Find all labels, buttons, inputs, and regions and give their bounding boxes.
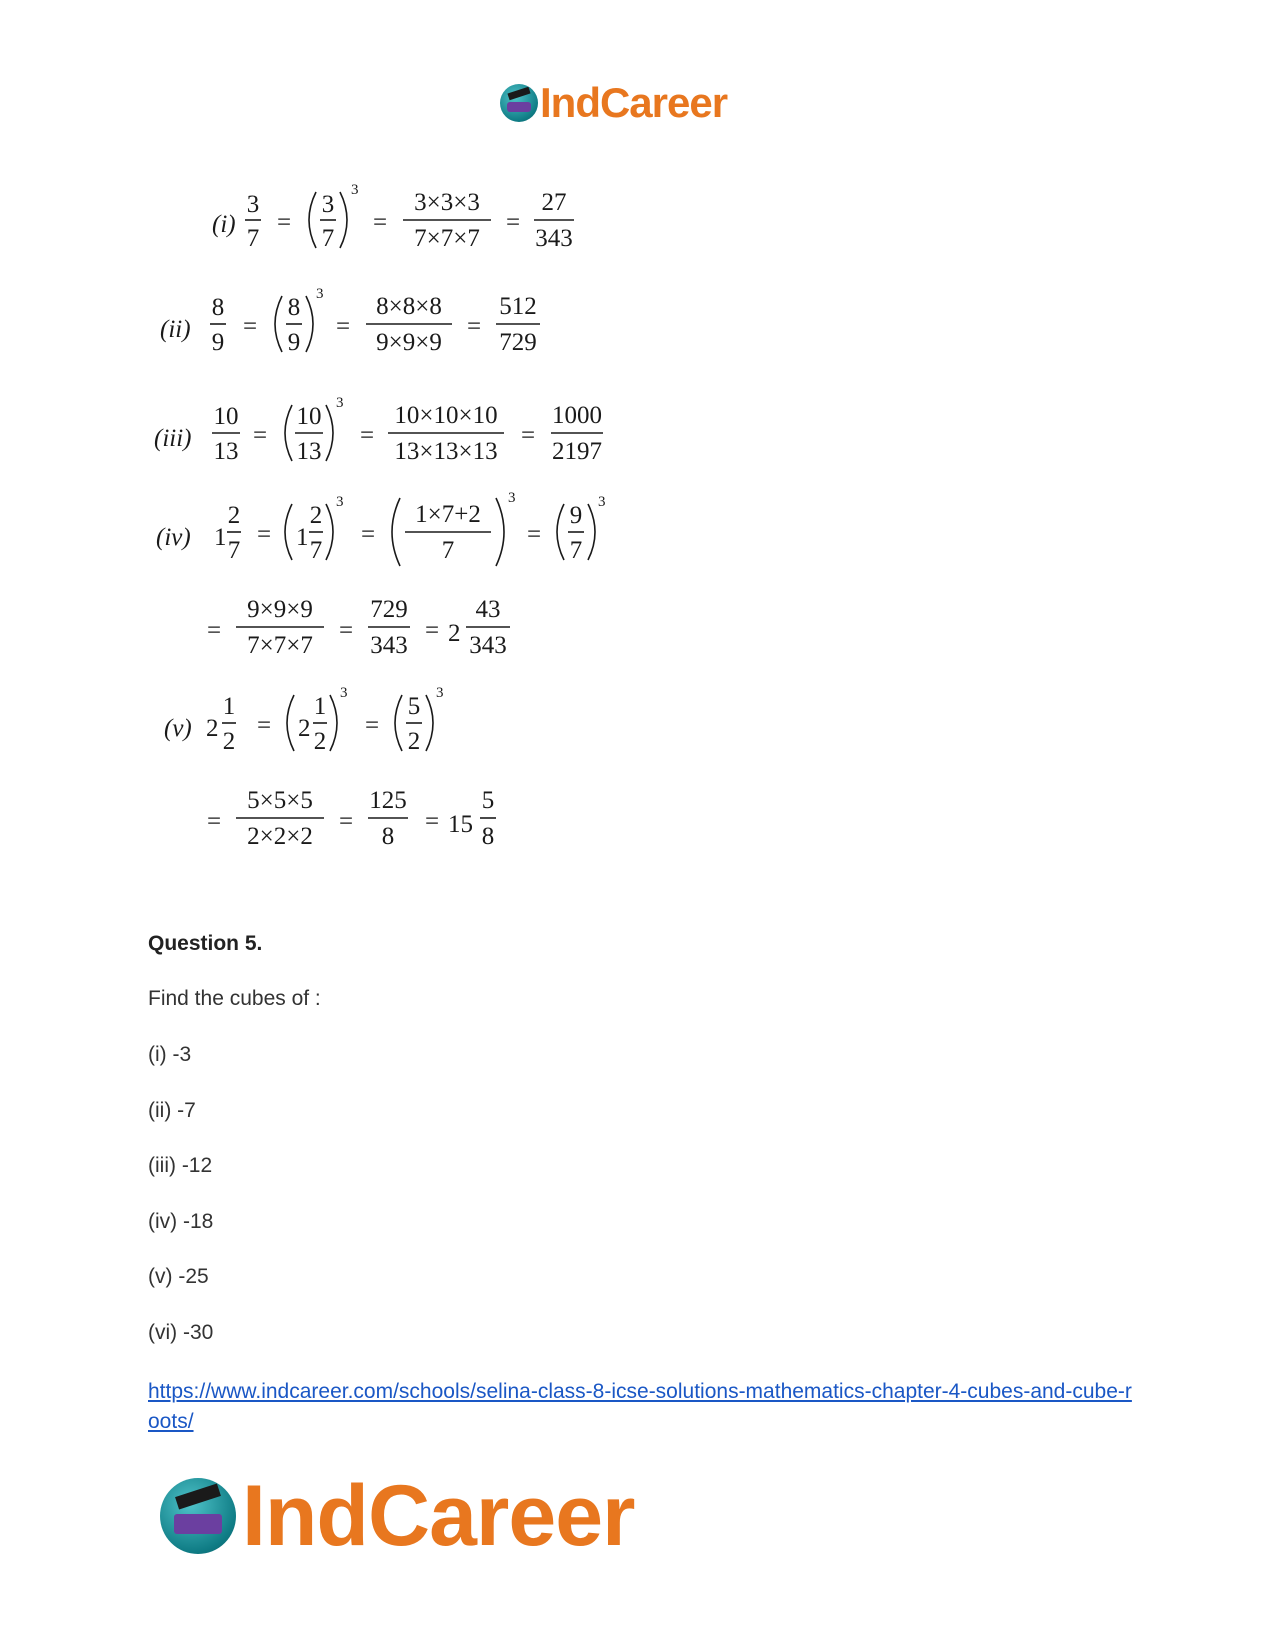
equation-i bbox=[212, 182, 574, 252]
svg-text:8: 8 bbox=[381, 823, 395, 850]
svg-text:9×9×9: 9×9×9 bbox=[247, 596, 313, 623]
svg-text:=: = bbox=[526, 521, 542, 548]
svg-text:7×7×7: 7×7×7 bbox=[414, 225, 480, 252]
graduation-cap-icon bbox=[500, 84, 538, 122]
equation-ii bbox=[160, 286, 540, 356]
svg-text:3: 3 bbox=[336, 395, 344, 411]
question-title: Question 5. bbox=[148, 932, 263, 955]
svg-text:7: 7 bbox=[569, 537, 583, 564]
svg-text:15: 15 bbox=[448, 811, 473, 838]
eq-iii-label: (iii) bbox=[154, 425, 192, 452]
question-prompt: Find the cubes of : bbox=[148, 987, 321, 1010]
svg-text:10×10×10: 10×10×10 bbox=[394, 402, 498, 429]
svg-text:3: 3 bbox=[321, 191, 335, 218]
svg-text:2: 2 bbox=[407, 728, 421, 755]
question-item: (i) -3 bbox=[148, 1043, 192, 1066]
svg-text:3: 3 bbox=[316, 286, 324, 302]
svg-text:27: 27 bbox=[541, 189, 567, 216]
svg-text:343: 343 bbox=[535, 225, 573, 252]
question-item: (vi) -30 bbox=[148, 1321, 214, 1344]
svg-text:=: = bbox=[335, 313, 351, 340]
eq-i-label: (i) bbox=[212, 211, 236, 238]
eq-ii-label: (ii) bbox=[160, 316, 191, 343]
svg-text:1: 1 bbox=[222, 693, 236, 720]
svg-text:2: 2 bbox=[206, 715, 219, 742]
svg-text:=: = bbox=[276, 209, 292, 236]
question-item: (v) -25 bbox=[148, 1265, 209, 1288]
svg-text:7: 7 bbox=[309, 537, 323, 564]
question-item: (ii) -7 bbox=[148, 1099, 196, 1122]
svg-text:729: 729 bbox=[499, 329, 537, 356]
svg-text:2: 2 bbox=[448, 620, 461, 647]
svg-text:=: = bbox=[360, 521, 376, 548]
svg-text:2×2×2: 2×2×2 bbox=[247, 823, 313, 850]
svg-text:1: 1 bbox=[296, 524, 309, 551]
question-item: (iv) -18 bbox=[148, 1210, 214, 1233]
graduation-cap-icon bbox=[160, 1478, 236, 1554]
svg-text:=: = bbox=[520, 422, 536, 449]
equation-iii bbox=[154, 395, 603, 465]
svg-text:1×7+2: 1×7+2 bbox=[415, 501, 481, 528]
svg-text:3: 3 bbox=[336, 494, 344, 510]
svg-text:8: 8 bbox=[211, 294, 225, 321]
svg-text:13: 13 bbox=[213, 438, 239, 465]
svg-text:=: = bbox=[466, 313, 482, 340]
svg-text:=: = bbox=[252, 422, 268, 449]
svg-text:2: 2 bbox=[313, 728, 327, 755]
svg-text:=: = bbox=[505, 209, 521, 236]
top-logo bbox=[500, 78, 727, 128]
svg-text:=: = bbox=[424, 617, 440, 644]
svg-text:3: 3 bbox=[246, 191, 260, 218]
svg-text:343: 343 bbox=[469, 632, 507, 659]
svg-text:3: 3 bbox=[598, 494, 606, 510]
svg-text:=: = bbox=[372, 209, 388, 236]
svg-text:2197: 2197 bbox=[552, 438, 602, 465]
svg-text:13: 13 bbox=[296, 438, 322, 465]
bottom-logo bbox=[160, 1467, 635, 1564]
svg-text:=: = bbox=[256, 521, 272, 548]
eq-iv-label: (iv) bbox=[156, 524, 191, 551]
svg-text:1: 1 bbox=[313, 693, 327, 720]
svg-text:8: 8 bbox=[287, 294, 301, 321]
equation-v-continued bbox=[207, 787, 496, 850]
svg-text:=: = bbox=[424, 808, 440, 835]
svg-text:125: 125 bbox=[369, 787, 407, 814]
svg-text:729: 729 bbox=[370, 596, 408, 623]
svg-text:=: = bbox=[338, 808, 354, 835]
svg-text:512: 512 bbox=[499, 293, 537, 320]
svg-text:7×7×7: 7×7×7 bbox=[247, 632, 313, 659]
solution-equations bbox=[150, 180, 710, 900]
svg-text:13×13×13: 13×13×13 bbox=[394, 438, 498, 465]
svg-text:=: = bbox=[242, 313, 258, 340]
svg-text:5: 5 bbox=[407, 693, 421, 720]
svg-text:2: 2 bbox=[298, 715, 311, 742]
svg-text:7: 7 bbox=[441, 537, 455, 564]
svg-text:=: = bbox=[256, 712, 272, 739]
svg-text:5×5×5: 5×5×5 bbox=[247, 787, 313, 814]
svg-text:=: = bbox=[206, 617, 222, 644]
equation-v bbox=[164, 685, 444, 755]
question-item: (iii) -12 bbox=[148, 1154, 213, 1177]
svg-text:8: 8 bbox=[481, 823, 495, 850]
svg-text:=: = bbox=[338, 617, 354, 644]
svg-text:3: 3 bbox=[436, 685, 444, 701]
svg-text:9: 9 bbox=[211, 329, 225, 356]
svg-text:3: 3 bbox=[508, 490, 516, 506]
svg-text:10: 10 bbox=[213, 403, 239, 430]
svg-text:2: 2 bbox=[222, 728, 236, 755]
svg-text:9: 9 bbox=[569, 502, 583, 529]
svg-text:43: 43 bbox=[475, 596, 501, 623]
eq-v-label: (v) bbox=[164, 715, 192, 742]
svg-text:=: = bbox=[364, 712, 380, 739]
brand-name: IndCareer bbox=[540, 79, 728, 126]
svg-text:3×3×3: 3×3×3 bbox=[414, 189, 480, 216]
equations-figure bbox=[150, 180, 710, 900]
svg-text:3: 3 bbox=[340, 685, 348, 701]
svg-text:2: 2 bbox=[309, 502, 323, 529]
equation-iv bbox=[156, 490, 606, 566]
svg-text:1000: 1000 bbox=[552, 402, 602, 429]
svg-text:1: 1 bbox=[214, 524, 227, 551]
svg-text:3: 3 bbox=[351, 182, 359, 198]
svg-text:7: 7 bbox=[227, 537, 241, 564]
source-link[interactable]: https://www.indcareer.com/schools/selina-class-8-icse-solutions-mathematics-chapter-4-cubes-and-cube-roots/ bbox=[148, 1380, 1132, 1433]
svg-text:5: 5 bbox=[481, 787, 495, 814]
svg-text:343: 343 bbox=[370, 632, 408, 659]
svg-text:9: 9 bbox=[287, 329, 301, 356]
svg-text:9×9×9: 9×9×9 bbox=[376, 329, 442, 356]
svg-text:10: 10 bbox=[296, 403, 322, 430]
svg-text:7: 7 bbox=[246, 225, 260, 252]
equation-iv-continued bbox=[207, 596, 510, 659]
brand-name: IndCareer bbox=[242, 1467, 635, 1564]
svg-text:=: = bbox=[206, 808, 222, 835]
svg-text:8×8×8: 8×8×8 bbox=[376, 293, 442, 320]
svg-text:7: 7 bbox=[321, 225, 335, 252]
svg-text:2: 2 bbox=[227, 502, 241, 529]
svg-text:=: = bbox=[359, 422, 375, 449]
